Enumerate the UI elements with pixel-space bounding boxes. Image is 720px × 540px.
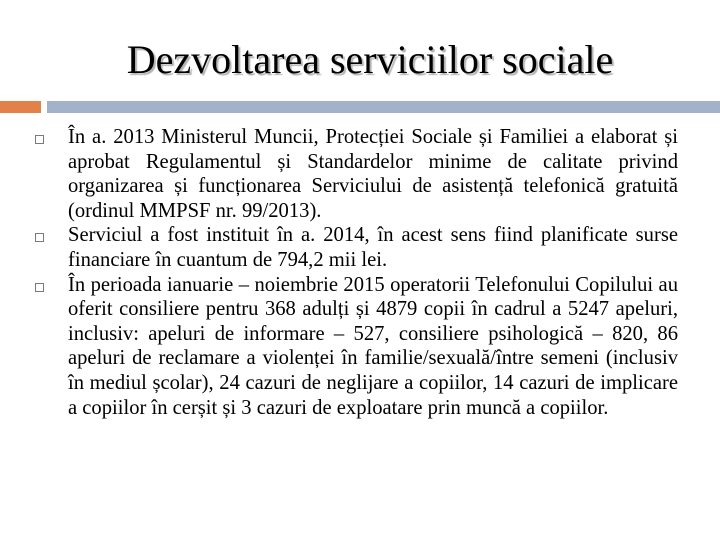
title-rule-accent [0,101,41,113]
bullet-list [32,125,678,420]
hollow-square-bullet-icon [35,283,44,292]
title-rule [47,101,720,113]
bullet-text: În a. 2013 Ministerul Muncii, Protecției Sociale și Familiei a elaborat și aprobat Regulamentul și Standardelor minime de calitate privind organizarea și funcționarea Serviciului de asistență telefonică gratuită (ordinul MMPSF nr. 99/2013). [68,126,678,222]
bullet-text: În perioada ianuarie – noiembrie 2015 operatorii Telefonului Copilului au oferit consiliere pentru 368 adulți și 4879 copii în cadrul a 5247 apeluri, inclusiv: apeluri de informare – 527, consiliere psihologică – 820, 86 apeluri de reclamare a violenței în familie/sexuală/între semeni (inclusiv în mediul școlar), 24 cazuri de neglijare a copiilor, 14 cazuri de implicare a copiilor în cerșit și 3 cazuri de exploatare prin muncă a copiilor. [68,273,678,419]
bullet-item [32,125,678,223]
slide-title: Dezvoltarea serviciilor sociale [126,37,614,82]
hollow-square-bullet-icon [35,233,44,242]
hollow-square-bullet-icon [35,135,44,144]
bullet-item [32,223,678,272]
bullet-text: Serviciul a fost instituit în a. 2014, în acest sens fiind planificate surse financiare în cuantum de 794,2 mii lei. [68,224,678,271]
bullet-item [32,273,678,421]
